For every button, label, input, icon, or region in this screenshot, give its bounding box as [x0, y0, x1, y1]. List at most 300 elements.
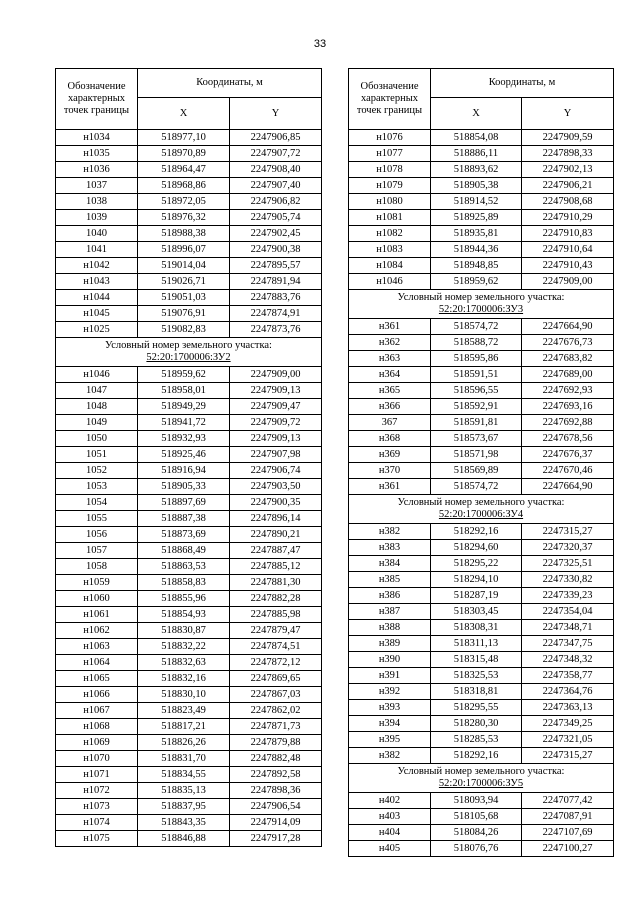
x-cell: 518292,16 — [431, 748, 522, 764]
table-row — [349, 431, 614, 447]
y-cell: 2247906,82 — [230, 194, 322, 210]
table-header-row — [349, 69, 614, 98]
y-cell: 2247917,28 — [230, 831, 322, 847]
y-cell: 2247909,00 — [522, 274, 614, 290]
x-cell: 518595,86 — [431, 351, 522, 367]
x-cell: 518318,81 — [431, 684, 522, 700]
table-row — [349, 652, 614, 668]
point-label-cell: н1082 — [349, 226, 431, 242]
table-row — [349, 524, 614, 540]
y-cell: 2247087,91 — [522, 809, 614, 825]
table-row — [56, 306, 322, 322]
y-cell: 2247364,76 — [522, 684, 614, 700]
x-cell: 518315,48 — [431, 652, 522, 668]
table-row — [349, 748, 614, 764]
table-row — [56, 575, 322, 591]
table-row — [349, 479, 614, 495]
y-cell: 2247909,47 — [230, 399, 322, 415]
y-cell: 2247871,73 — [230, 719, 322, 735]
table-row — [349, 572, 614, 588]
point-label-cell: н1070 — [56, 751, 138, 767]
y-cell: 2247692,88 — [522, 415, 614, 431]
table-row — [56, 799, 322, 815]
x-cell: 518854,08 — [431, 130, 522, 146]
x-cell: 518873,69 — [138, 527, 230, 543]
table-row — [349, 130, 614, 146]
point-label-cell: н1060 — [56, 591, 138, 607]
point-label-cell: н386 — [349, 588, 431, 604]
x-cell: 518831,70 — [138, 751, 230, 767]
x-cell: 518826,26 — [138, 735, 230, 751]
x-cell: 518958,01 — [138, 383, 230, 399]
point-label-cell: н391 — [349, 668, 431, 684]
y-cell: 2247664,90 — [522, 319, 614, 335]
point-label-cell: н1073 — [56, 799, 138, 815]
column-header-x: X — [138, 98, 230, 130]
table-row — [56, 226, 322, 242]
table-row — [349, 556, 614, 572]
table-row — [56, 383, 322, 399]
y-cell: 2247907,98 — [230, 447, 322, 463]
point-label-cell: 1058 — [56, 559, 138, 575]
x-cell: 518887,38 — [138, 511, 230, 527]
table-row — [349, 367, 614, 383]
y-cell: 2247898,33 — [522, 146, 614, 162]
section-heading — [56, 338, 322, 367]
x-cell: 518916,94 — [138, 463, 230, 479]
y-cell: 2247903,50 — [230, 479, 322, 495]
x-cell: 518858,83 — [138, 575, 230, 591]
x-cell: 518832,63 — [138, 655, 230, 671]
y-cell: 2247906,85 — [230, 130, 322, 146]
y-cell: 2247906,21 — [522, 178, 614, 194]
point-label-cell: 1047 — [56, 383, 138, 399]
x-cell: 518084,26 — [431, 825, 522, 841]
point-label-cell: н1077 — [349, 146, 431, 162]
x-cell: 518308,31 — [431, 620, 522, 636]
x-cell: 518832,22 — [138, 639, 230, 655]
x-cell: 518571,98 — [431, 447, 522, 463]
point-label-cell: 1052 — [56, 463, 138, 479]
table-row — [349, 540, 614, 556]
table-row — [56, 162, 322, 178]
x-cell: 518855,96 — [138, 591, 230, 607]
x-cell: 518823,49 — [138, 703, 230, 719]
section-row — [349, 290, 614, 319]
y-cell: 2247100,27 — [522, 841, 614, 857]
x-cell: 518294,10 — [431, 572, 522, 588]
point-label-cell: н385 — [349, 572, 431, 588]
point-label-cell: н1062 — [56, 623, 138, 639]
y-cell: 2247349,25 — [522, 716, 614, 732]
y-cell: 2247910,64 — [522, 242, 614, 258]
x-cell: 518941,72 — [138, 415, 230, 431]
x-cell: 518303,45 — [431, 604, 522, 620]
y-cell: 2247873,76 — [230, 322, 322, 338]
y-cell: 2247910,43 — [522, 258, 614, 274]
table-row — [56, 671, 322, 687]
column-header-coordinates: Координаты, м — [138, 69, 322, 98]
x-cell: 518996,07 — [138, 242, 230, 258]
table-row — [349, 668, 614, 684]
cadastral-number: 52:20:1700006:ЗУ3 — [438, 304, 524, 315]
point-label-cell: 1038 — [56, 194, 138, 210]
table-row — [349, 809, 614, 825]
y-cell: 2247315,27 — [522, 524, 614, 540]
table-row — [349, 793, 614, 809]
point-label-cell: н361 — [349, 479, 431, 495]
y-cell: 2247689,00 — [522, 367, 614, 383]
x-cell: 519026,71 — [138, 274, 230, 290]
table-row — [56, 735, 322, 751]
y-cell: 2247892,58 — [230, 767, 322, 783]
y-cell: 2247908,40 — [230, 162, 322, 178]
point-label-cell: 1037 — [56, 178, 138, 194]
section-heading — [349, 495, 614, 524]
point-label-cell: н1074 — [56, 815, 138, 831]
y-cell: 2247909,59 — [522, 130, 614, 146]
table-row — [349, 447, 614, 463]
table-row — [56, 479, 322, 495]
x-cell: 518854,93 — [138, 607, 230, 623]
y-cell: 2247909,13 — [230, 431, 322, 447]
x-cell: 518972,05 — [138, 194, 230, 210]
point-label-cell: н363 — [349, 351, 431, 367]
table-row — [349, 178, 614, 194]
y-cell: 2247692,93 — [522, 383, 614, 399]
y-cell: 2247879,88 — [230, 735, 322, 751]
table-row — [349, 700, 614, 716]
y-cell: 2247900,38 — [230, 242, 322, 258]
x-cell: 518968,86 — [138, 178, 230, 194]
y-cell: 2247896,14 — [230, 511, 322, 527]
y-cell: 2247678,56 — [522, 431, 614, 447]
table-row — [56, 687, 322, 703]
x-cell: 518295,55 — [431, 700, 522, 716]
x-cell: 518948,85 — [431, 258, 522, 274]
x-cell: 518830,10 — [138, 687, 230, 703]
x-cell: 518925,46 — [138, 447, 230, 463]
point-label-cell: 1057 — [56, 543, 138, 559]
point-label-cell: н1080 — [349, 194, 431, 210]
point-label-cell: н1061 — [56, 607, 138, 623]
point-label-cell: 1048 — [56, 399, 138, 415]
table-row — [56, 543, 322, 559]
x-cell: 518325,53 — [431, 668, 522, 684]
y-cell: 2247908,68 — [522, 194, 614, 210]
point-label-cell: н1063 — [56, 639, 138, 655]
point-label-cell: н1075 — [56, 831, 138, 847]
table-row — [349, 620, 614, 636]
y-cell: 2247862,02 — [230, 703, 322, 719]
x-cell: 518959,62 — [138, 367, 230, 383]
point-label-cell: н1044 — [56, 290, 138, 306]
table-row — [349, 351, 614, 367]
table-row — [349, 415, 614, 431]
section-title: Условный номер земельного участка: — [397, 497, 565, 508]
column-header-point-label: Обозначение характерных точек границы — [56, 69, 138, 130]
point-label-cell: 1039 — [56, 210, 138, 226]
section-row — [349, 764, 614, 793]
table-row — [349, 210, 614, 226]
point-label-cell: н1035 — [56, 146, 138, 162]
table-row — [349, 841, 614, 857]
table-row — [56, 719, 322, 735]
table-row — [56, 767, 322, 783]
x-cell: 519014,04 — [138, 258, 230, 274]
point-label-cell: 1055 — [56, 511, 138, 527]
point-label-cell: н1045 — [56, 306, 138, 322]
x-cell: 518287,19 — [431, 588, 522, 604]
section-row — [56, 338, 322, 367]
table-row — [349, 732, 614, 748]
point-label-cell: н1059 — [56, 575, 138, 591]
x-cell: 518591,81 — [431, 415, 522, 431]
table-row — [349, 684, 614, 700]
x-cell: 518596,55 — [431, 383, 522, 399]
column-header-y: Y — [230, 98, 322, 130]
y-cell: 2247325,51 — [522, 556, 614, 572]
section-title: Условный номер земельного участка: — [397, 292, 565, 303]
table-row — [56, 591, 322, 607]
table-row — [56, 639, 322, 655]
x-cell: 518863,53 — [138, 559, 230, 575]
x-cell: 518977,10 — [138, 130, 230, 146]
y-cell: 2247881,30 — [230, 575, 322, 591]
table-row — [56, 751, 322, 767]
point-label-cell: н1046 — [56, 367, 138, 383]
point-label-cell: н403 — [349, 809, 431, 825]
point-label-cell: н1079 — [349, 178, 431, 194]
table-row — [56, 815, 322, 831]
x-cell: 519076,91 — [138, 306, 230, 322]
table-row — [56, 258, 322, 274]
y-cell: 2247321,05 — [522, 732, 614, 748]
x-cell: 518976,32 — [138, 210, 230, 226]
x-cell: 518292,16 — [431, 524, 522, 540]
table-row — [56, 367, 322, 383]
y-cell: 2247906,74 — [230, 463, 322, 479]
x-cell: 518311,13 — [431, 636, 522, 652]
y-cell: 2247882,28 — [230, 591, 322, 607]
table-row — [349, 716, 614, 732]
point-label-cell: н370 — [349, 463, 431, 479]
x-cell: 518925,89 — [431, 210, 522, 226]
y-cell: 2247693,16 — [522, 399, 614, 415]
point-label-cell: н369 — [349, 447, 431, 463]
table-row — [56, 703, 322, 719]
table-row — [56, 130, 322, 146]
table-row — [56, 431, 322, 447]
x-cell: 518569,89 — [431, 463, 522, 479]
coordinates-table-right — [348, 68, 614, 857]
point-label-cell: н1076 — [349, 130, 431, 146]
table-row — [56, 495, 322, 511]
y-cell: 2247910,83 — [522, 226, 614, 242]
x-cell: 518285,53 — [431, 732, 522, 748]
y-cell: 2247867,03 — [230, 687, 322, 703]
x-cell: 518294,60 — [431, 540, 522, 556]
y-cell: 2247909,00 — [230, 367, 322, 383]
section-title: Условный номер земельного участка: — [397, 766, 565, 777]
table-row — [56, 178, 322, 194]
y-cell: 2247914,09 — [230, 815, 322, 831]
table-row — [349, 588, 614, 604]
point-label-cell: н1064 — [56, 655, 138, 671]
y-cell: 2247354,04 — [522, 604, 614, 620]
table-row — [56, 655, 322, 671]
point-label-cell: н1083 — [349, 242, 431, 258]
y-cell: 2247890,21 — [230, 527, 322, 543]
y-cell: 2247348,71 — [522, 620, 614, 636]
table-row — [56, 322, 322, 338]
table-row — [56, 447, 322, 463]
point-label-cell: н1068 — [56, 719, 138, 735]
x-cell: 518280,30 — [431, 716, 522, 732]
section-heading — [349, 290, 614, 319]
table-row — [56, 527, 322, 543]
cadastral-number: 52:20:1700006:ЗУ2 — [146, 352, 231, 363]
table-row — [349, 274, 614, 290]
table-row — [56, 242, 322, 258]
point-label-cell: н1065 — [56, 671, 138, 687]
x-cell: 518843,35 — [138, 815, 230, 831]
x-cell: 518834,55 — [138, 767, 230, 783]
y-cell: 2247358,77 — [522, 668, 614, 684]
x-cell: 518817,21 — [138, 719, 230, 735]
table-row — [56, 623, 322, 639]
table-row — [349, 226, 614, 242]
x-cell: 518914,52 — [431, 194, 522, 210]
point-label-cell: н1078 — [349, 162, 431, 178]
x-cell: 518076,76 — [431, 841, 522, 857]
point-label-cell: 1053 — [56, 479, 138, 495]
table-row — [349, 825, 614, 841]
x-cell: 518964,47 — [138, 162, 230, 178]
table-row — [349, 604, 614, 620]
coordinates-table-left — [55, 68, 322, 847]
y-cell: 2247107,69 — [522, 825, 614, 841]
point-label-cell: 1054 — [56, 495, 138, 511]
y-cell: 2247348,32 — [522, 652, 614, 668]
table-row — [56, 559, 322, 575]
table-row — [349, 319, 614, 335]
point-label-cell: н362 — [349, 335, 431, 351]
x-cell: 518905,38 — [431, 178, 522, 194]
y-cell: 2247885,12 — [230, 559, 322, 575]
table-row — [56, 399, 322, 415]
y-cell: 2247882,48 — [230, 751, 322, 767]
y-cell: 2247909,72 — [230, 415, 322, 431]
table-header-row — [56, 69, 322, 98]
x-cell: 518295,22 — [431, 556, 522, 572]
page-number: 33 — [313, 38, 327, 50]
x-cell: 518592,91 — [431, 399, 522, 415]
point-label-cell: н1069 — [56, 735, 138, 751]
y-cell: 2247077,42 — [522, 793, 614, 809]
x-cell: 518897,69 — [138, 495, 230, 511]
x-cell: 518905,33 — [138, 479, 230, 495]
column-header-coordinates: Координаты, м — [431, 69, 614, 98]
x-cell: 518893,62 — [431, 162, 522, 178]
point-label-cell: н1081 — [349, 210, 431, 226]
table-row — [349, 636, 614, 652]
table-row — [56, 415, 322, 431]
x-cell: 519082,83 — [138, 322, 230, 338]
y-cell: 2247315,27 — [522, 748, 614, 764]
point-label-cell: н383 — [349, 540, 431, 556]
point-label-cell: 1056 — [56, 527, 138, 543]
point-label-cell: н1042 — [56, 258, 138, 274]
point-label-cell: н404 — [349, 825, 431, 841]
cadastral-number: 52:20:1700006:ЗУ4 — [438, 509, 524, 520]
table-row — [349, 258, 614, 274]
table-row — [349, 335, 614, 351]
x-cell: 518835,13 — [138, 783, 230, 799]
y-cell: 2247907,72 — [230, 146, 322, 162]
x-cell: 518591,51 — [431, 367, 522, 383]
point-label-cell: н1066 — [56, 687, 138, 703]
point-label-cell: н387 — [349, 604, 431, 620]
x-cell: 518830,87 — [138, 623, 230, 639]
table-row — [56, 831, 322, 847]
y-cell: 2247887,47 — [230, 543, 322, 559]
point-label-cell: 367 — [349, 415, 431, 431]
y-cell: 2247895,57 — [230, 258, 322, 274]
y-cell: 2247883,76 — [230, 290, 322, 306]
table-row — [349, 242, 614, 258]
point-label-cell: н394 — [349, 716, 431, 732]
y-cell: 2247879,47 — [230, 623, 322, 639]
point-label-cell: н405 — [349, 841, 431, 857]
point-label-cell: 1051 — [56, 447, 138, 463]
section-heading — [349, 764, 614, 793]
section-title: Условный номер земельного участка: — [105, 340, 272, 351]
point-label-cell: 1049 — [56, 415, 138, 431]
y-cell: 2247330,82 — [522, 572, 614, 588]
table-row — [349, 162, 614, 178]
table-body-right — [349, 69, 614, 857]
table-row — [56, 290, 322, 306]
point-label-cell: н393 — [349, 700, 431, 716]
x-cell: 518832,16 — [138, 671, 230, 687]
point-label-cell: н1072 — [56, 783, 138, 799]
y-cell: 2247363,13 — [522, 700, 614, 716]
point-label-cell: 1041 — [56, 242, 138, 258]
x-cell: 518588,72 — [431, 335, 522, 351]
point-label-cell: н1067 — [56, 703, 138, 719]
y-cell: 2247910,29 — [522, 210, 614, 226]
table-row — [56, 194, 322, 210]
x-cell: 518944,36 — [431, 242, 522, 258]
x-cell: 518868,49 — [138, 543, 230, 559]
y-cell: 2247347,75 — [522, 636, 614, 652]
point-label-cell: н1036 — [56, 162, 138, 178]
point-label-cell: н402 — [349, 793, 431, 809]
point-label-cell: н384 — [349, 556, 431, 572]
column-header-y: Y — [522, 98, 614, 130]
y-cell: 2247670,46 — [522, 463, 614, 479]
x-cell: 518935,81 — [431, 226, 522, 242]
point-label-cell: н390 — [349, 652, 431, 668]
point-label-cell: н1025 — [56, 322, 138, 338]
x-cell: 518949,29 — [138, 399, 230, 415]
y-cell: 2247872,12 — [230, 655, 322, 671]
x-cell: 518932,93 — [138, 431, 230, 447]
y-cell: 2247906,54 — [230, 799, 322, 815]
column-header-point-label: Обозначение характерных точек границы — [349, 69, 431, 130]
x-cell: 518970,89 — [138, 146, 230, 162]
